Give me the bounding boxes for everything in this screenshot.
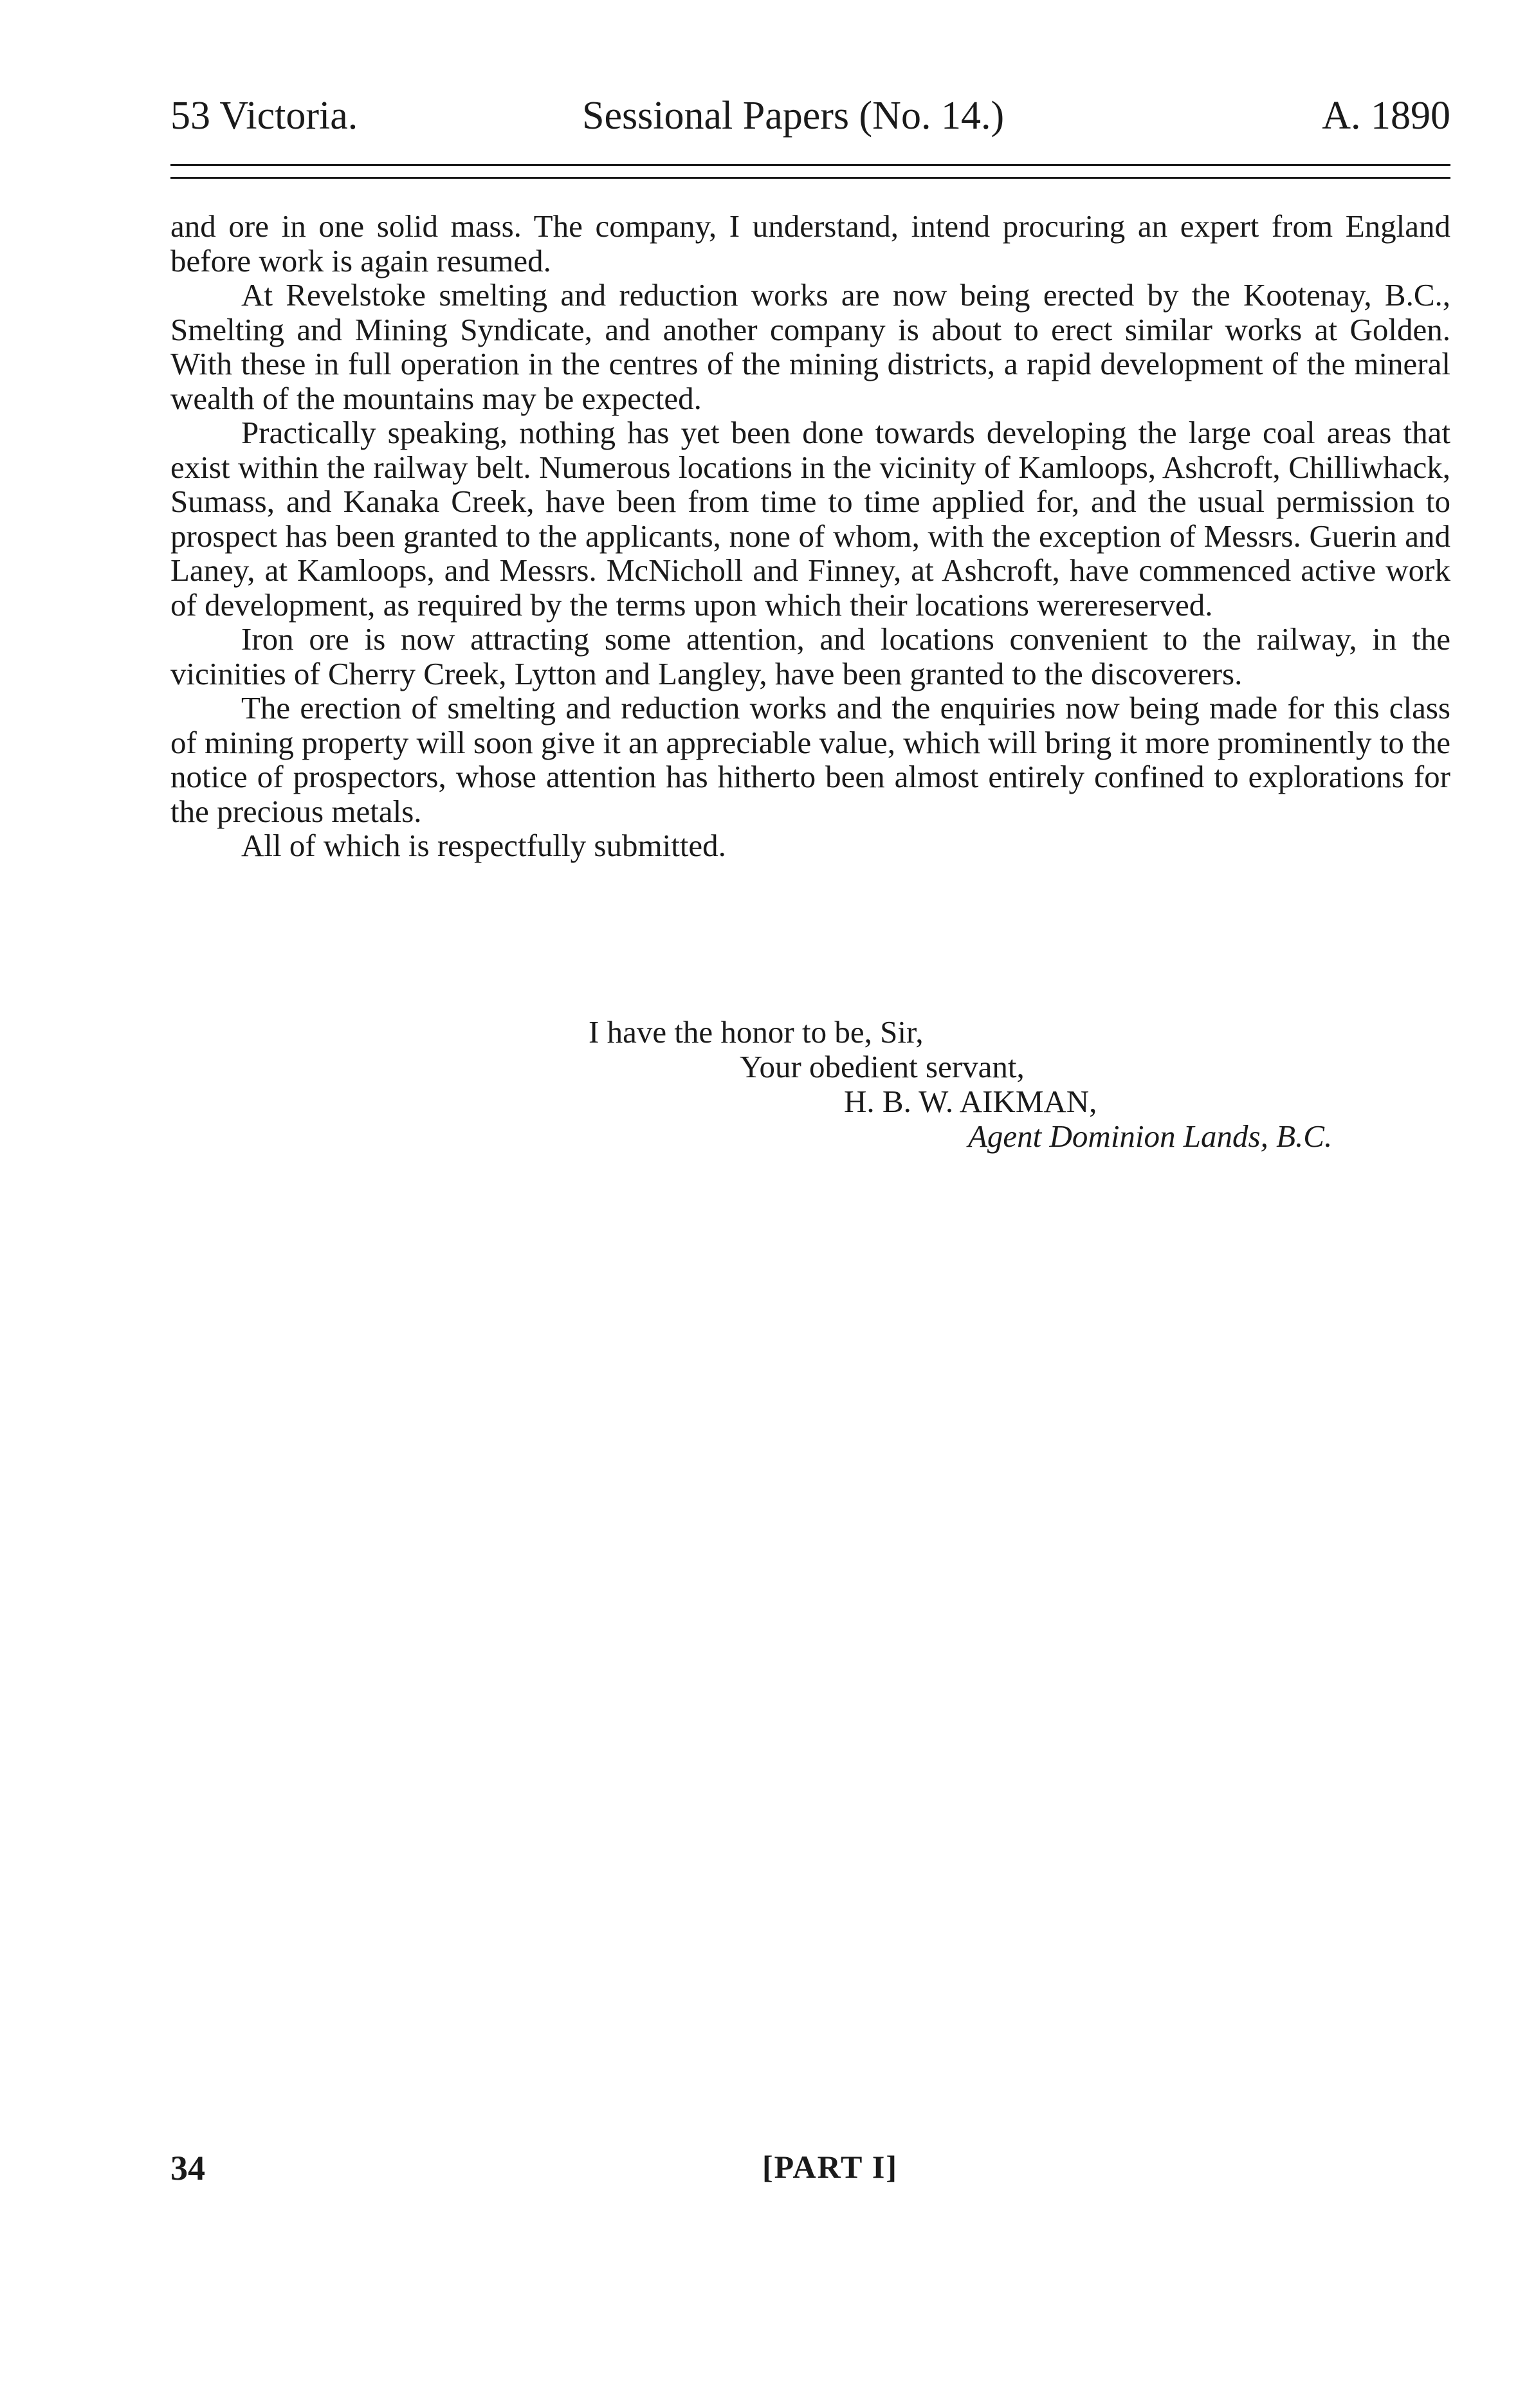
running-header [170,87,1450,145]
header-session: 53 Victoria. [170,94,358,138]
report-body [170,209,1450,863]
page-footer [170,2148,1450,2200]
header-title: Sessional Papers (No. 14.) [582,94,1005,138]
paragraph-3: Practically speaking, nothing has yet been done towards developing the large coal areas that exist within the railway belt. Numerous locations in the vicinity of Kamloops, Ashcroft, Chilliwhack, Sumass, and Kanaka Creek, have been from time to time applied for, and the usual permission to prospect has been granted to the applicants, none of whom, with the exception of Messrs. Guerin and Laney, at Kamloops, and Messrs. McNicholl and Finney, at Ashcroft, have commenced active work of development, as required by the terms upon which their locations werereserved. [170,415,1450,623]
header-year: A. 1890 [1322,94,1450,138]
signature-name: H. B. W. AIKMAN, [844,1084,1097,1119]
page-number: 34 [170,2149,205,2187]
header-rule-top [170,164,1450,166]
paragraph-1: and ore in one solid mass. The company, I understand, intend procuring an expert from England before work is again resumed. [170,208,1450,278]
paragraph-2: At Revelstoke smelting and reduction works are now being erected by the Kootenay, B.C., Smelting and Mining Syndicate, and another company is about to erect similar works at Golden. With these in full operation in the centres of the mining districts, a rapid development of the mineral wealth of the mountains may be expected. [170,277,1450,416]
paragraph-4: Iron ore is now attracting some attention, and locations convenient to the railway, in the vicinities of Cherry Creek, Lytton and Langley, have been granted to the discoverers. [170,621,1450,691]
paragraph-6: All of which is respectfully submitted. [241,828,726,863]
signature-title: Agent Dominion Lands, B.C. [968,1118,1333,1154]
closing-servant-line: Your obedient servant, [740,1049,1025,1084]
header-rule-bottom [170,177,1450,179]
paragraph-5: The erection of smelting and reduction works and the enquiries now being made for this class of mining property will soon give it an appreciable value, which will bring it more prominently to the notice of prospectors, whose attention has hitherto been almost entirely confined to explorations for the precious metals. [170,690,1450,829]
part-label: [PART I] [762,2149,898,2185]
closing-honor-line: I have the honor to be, Sir, [589,1014,924,1050]
